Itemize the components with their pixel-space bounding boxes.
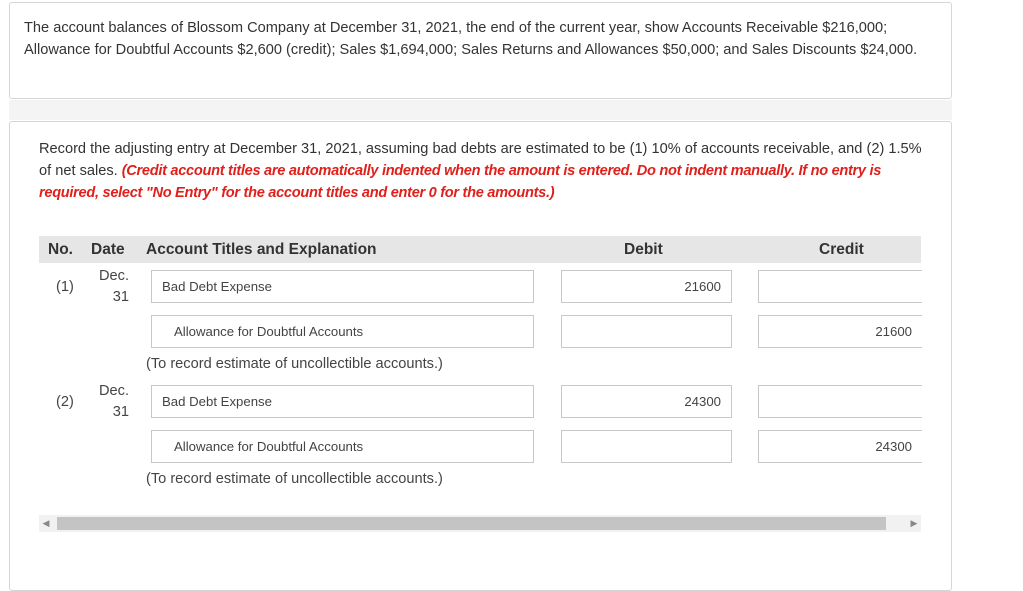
instructions-note: (Credit account titles are automatically indented when the amount is entered. Do not indent manually. If no entry is required, select "No Entry" for the account titles and enter 0 for the amounts.) xyxy=(39,163,882,201)
entry-number: (2) xyxy=(56,394,74,410)
scrollbar-thumb[interactable] xyxy=(57,517,886,530)
scroll-right-icon[interactable]: ▶ xyxy=(910,518,918,528)
problem-statement: The account balances of Blossom Company at December 31, 2021, the end of the current year, show Accounts Receivable $216,000; Allowance for Doubtful Accounts $2,600 (credit); Sales $1,694,000; Sales Returns and Allowances $50,000; and Sales Discounts $24,000. xyxy=(24,20,918,58)
header-credit: Credit xyxy=(819,241,864,258)
instructions-text: Record the adjusting entry at December 31, 2021, assuming bad debts are estimated to be (1) 10% of accounts receivable, and (2) 1.5% of net sales. xyxy=(39,141,922,179)
journal-table-header xyxy=(39,236,921,263)
entry-explanation: (To record estimate of uncollectible accounts.) xyxy=(146,471,443,487)
account-title-input[interactable]: Allowance for Doubtful Accounts xyxy=(151,315,534,348)
header-no: No. xyxy=(48,241,73,258)
account-title-input[interactable]: Allowance for Doubtful Accounts xyxy=(151,430,534,463)
credit-amount-input[interactable] xyxy=(758,385,922,418)
header-account: Account Titles and Explanation xyxy=(146,241,377,258)
credit-amount-input[interactable] xyxy=(758,270,922,303)
credit-amount-input[interactable]: 24300 xyxy=(758,430,922,463)
entry-date-month: Dec. xyxy=(99,383,130,399)
entry-date-day: 31 xyxy=(112,404,129,420)
entry-date-day: 31 xyxy=(112,289,129,305)
header-debit: Debit xyxy=(624,241,663,258)
debit-amount-input[interactable]: 21600 xyxy=(561,270,732,303)
entry-date-month: Dec. xyxy=(99,268,130,284)
entry-explanation: (To record estimate of uncollectible accounts.) xyxy=(146,356,443,372)
debit-amount-input[interactable] xyxy=(561,430,732,463)
account-title-input[interactable]: Bad Debt Expense xyxy=(151,385,534,418)
account-title-input[interactable]: Bad Debt Expense xyxy=(151,270,534,303)
header-date: Date xyxy=(91,241,125,258)
entry-number: (1) xyxy=(56,279,74,295)
credit-amount-input[interactable]: 21600 xyxy=(758,315,922,348)
scroll-left-icon[interactable]: ◀ xyxy=(42,518,50,528)
debit-amount-input[interactable] xyxy=(561,315,732,348)
section-divider xyxy=(9,100,952,120)
entry-date xyxy=(99,381,129,423)
entry-date xyxy=(99,266,129,308)
instructions xyxy=(39,138,929,204)
debit-amount-input[interactable]: 24300 xyxy=(561,385,732,418)
